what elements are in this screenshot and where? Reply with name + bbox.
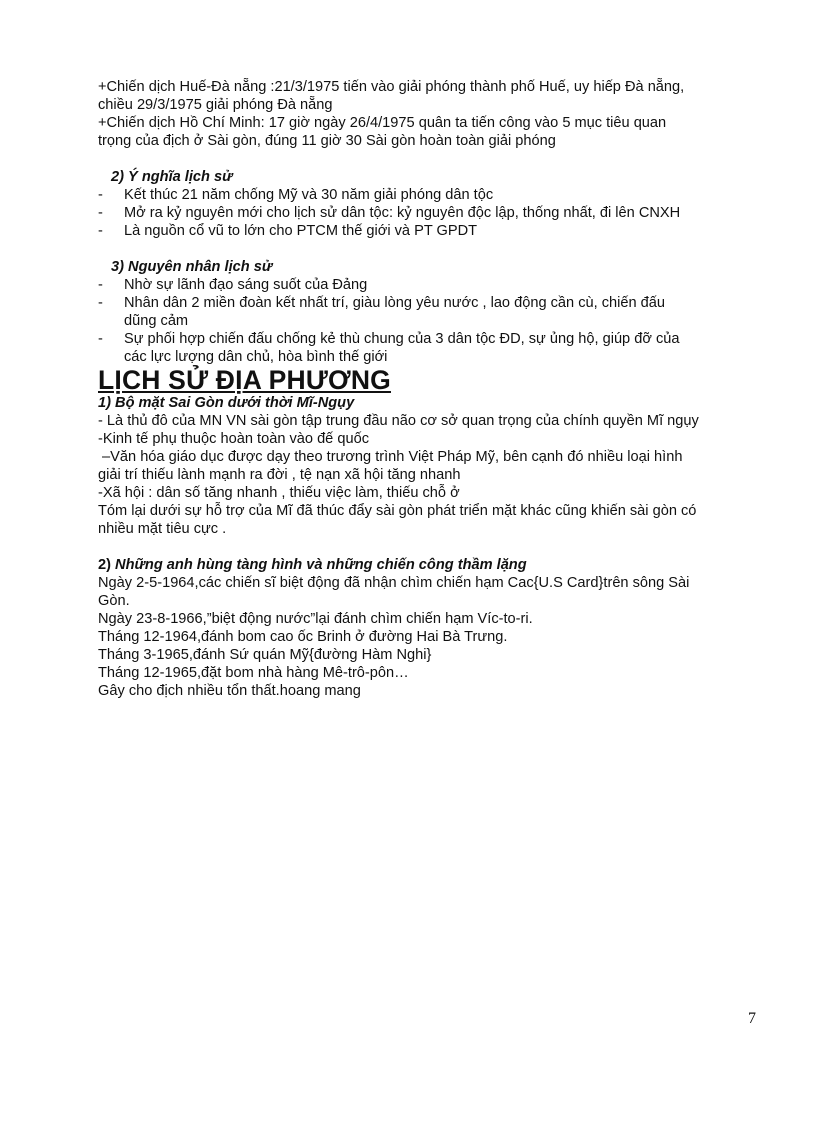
bullet-text: Sự phối hợp chiến đấu chống kẻ thù chung của 3 dân tộc ĐD, sự ủng hộ, giúp đỡ của xyxy=(124,331,680,347)
paragraph-line: Ngày 2-5-1964,các chiến sĩ biệt động đã nhận chìm chiến hạm Cac{U.S Card}trên sông Sài xyxy=(98,575,690,591)
paragraph-line: –Văn hóa giáo dục được dạy theo trương trình Việt Pháp Mỹ, bên cạnh đó nhiều loại hình xyxy=(98,449,683,465)
section-heading-significance: 2) Ý nghĩa lịch sử xyxy=(111,169,233,185)
page-number: 7 xyxy=(748,1010,756,1027)
paragraph-line: Tóm lại dưới sự hỗ trợ của Mĩ đã thúc đẩy sài gòn phát triển mặt khác cũng khiến sài gòn có xyxy=(98,503,697,519)
paragraph-line: - Là thủ đô của MN VN sài gòn tập trung đầu não cơ sở quan trọng của chính quyền Mĩ ngụy xyxy=(98,413,699,429)
page-content xyxy=(98,78,768,700)
section-heading-causes: 3) Nguyên nhân lịch sử xyxy=(111,259,273,275)
paragraph-line: Tháng 12-1965,đặt bom nhà hàng Mê-trô-pôn… xyxy=(98,665,409,681)
dash-marker: - xyxy=(98,277,103,293)
bullet-item xyxy=(98,204,768,222)
paragraph-line: Ngày 23-8-1966,”biệt động nước”lại đánh chìm chiến hạm Víc-to-ri. xyxy=(98,611,533,627)
bullet-text: Nhân dân 2 miền đoàn kết nhất trí, giàu lòng yêu nước , lao động cần cù, chiến đấu xyxy=(124,295,666,311)
paragraph-line: giải trí thiếu lành mạnh ra đời , tệ nạn xã hội tăng nhanh xyxy=(98,467,461,483)
spacer xyxy=(98,538,768,556)
intro-line: +Chiến dịch Huế-Đà nẵng :21/3/1975 tiến vào giải phóng thành phố Huế, uy hiếp Đà nẵng, xyxy=(98,79,685,95)
paragraph-line: Tháng 3-1965,đánh Sứ quán Mỹ{đường Hàm Nghi} xyxy=(98,647,432,663)
spacer xyxy=(98,150,768,168)
paragraph-line: -Xã hội : dân số tăng nhanh , thiếu việc làm, thiếu chỗ ở xyxy=(98,485,460,501)
dash-marker: - xyxy=(98,331,103,347)
part2-heading xyxy=(98,556,768,574)
bullet-continuation: các lực lượng dân chủ, hòa bình thế giới xyxy=(124,349,388,365)
bullet-text: Là nguồn cổ vũ to lớn cho PTCM thế giới và PT GPDT xyxy=(124,223,478,239)
bullet-item xyxy=(98,330,768,348)
bullet-text: Nhờ sự lãnh đạo sáng suốt của Đảng xyxy=(124,277,368,293)
dash-marker: - xyxy=(98,187,103,203)
paragraph-line: Gòn. xyxy=(98,593,130,609)
paragraph-line: Tháng 12-1964,đánh bom cao ốc Brinh ở đường Hai Bà Trưng. xyxy=(98,629,508,645)
part1-heading: 1) Bộ mặt Sai Gòn dưới thời Mĩ-Ngụy xyxy=(98,395,355,411)
bullet-item xyxy=(98,186,768,204)
dash-marker: - xyxy=(98,295,103,311)
part2-number: 2) xyxy=(98,557,116,573)
bullet-text: Mở ra kỷ nguyên mới cho lịch sử dân tộc: kỷ nguyên độc lập, thống nhất, đi lên CNXH xyxy=(124,205,681,221)
intro-line: chiều 29/3/1975 giải phóng Đà nẵng xyxy=(98,97,333,113)
paragraph-line: Gây cho địch nhiều tổn thất.hoang mang xyxy=(98,683,361,699)
dash-marker: - xyxy=(98,205,103,221)
local-history-title: LỊCH SỬ ĐỊA PHƯƠNG xyxy=(98,365,391,395)
intro-line: trọng của địch ở Sài gòn, đúng 11 giờ 30 Sài gòn hoàn toàn giải phóng xyxy=(98,133,556,149)
spacer xyxy=(98,240,768,258)
bullet-text: Kết thúc 21 năm chống Mỹ và 30 năm giải phóng dân tộc xyxy=(124,187,494,203)
dash-marker: - xyxy=(98,223,103,239)
part2-heading-text: Những anh hùng tàng hình và những chiến công thầm lặng xyxy=(115,557,527,573)
paragraph-line: -Kinh tế phụ thuộc hoàn toàn vào đế quốc xyxy=(98,431,370,447)
bullet-continuation: dũng cảm xyxy=(124,313,189,329)
bullet-item xyxy=(98,294,768,312)
paragraph-line: nhiều mặt tiêu cực . xyxy=(98,521,227,537)
intro-paragraph xyxy=(98,78,768,150)
intro-line: +Chiến dịch Hồ Chí Minh: 17 giờ ngày 26/4/1975 quân ta tiến công vào 5 mục tiêu quan xyxy=(98,115,667,131)
bullet-item xyxy=(98,222,768,240)
bullet-item xyxy=(98,276,768,294)
